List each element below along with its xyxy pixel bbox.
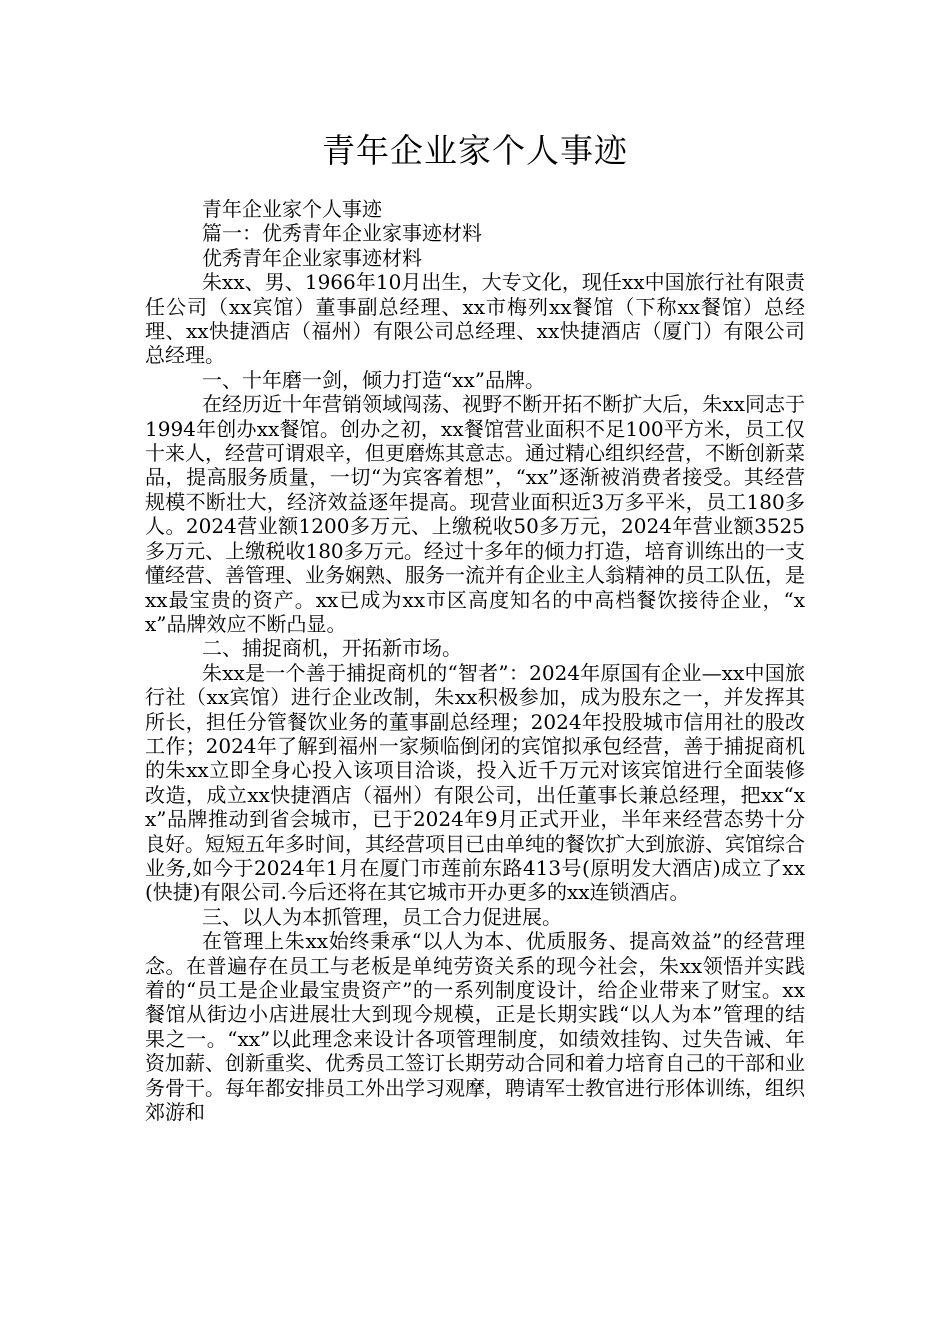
section-heading-2: 二、捕捉商机，开拓新市场。 — [202, 636, 462, 661]
document-body — [145, 197, 805, 1124]
section-heading-3: 三、以人为本抓管理，员工合力促进展。 — [202, 904, 562, 929]
paragraph-section-2: 朱xx是一个善于捕捉商机的“智者”：2024年原国有企业—xx中国旅行社（xx宾馆）进行企业改制，朱xx积极参加，成为股东之一，并发挥其所长，担任分管餐饮业务的董事副总经理；2024年投股城市信用社的股改工作；2024年了解到福州一家频临倒闭的宾馆拟承包经营，善于捕捉商机的朱xx立即全身心投入该项目洽谈，投入近千万元对该宾馆进行全面装修改造，成立xx快捷酒店（福州）有限公司，出任董事长兼总经理，把xx“xx”品牌推动到省会城市，已于2024年9月正式开业，半年来经营态势十分良好。短短五年多时间，其经营项目已由单纯的餐饮扩大到旅游、宾馆综合业务,如今于2024年1月在厦门市莲前东路413号(原明发大酒店)成立了xx(快捷)有限公司.今后还将在其它城市开办更多的xx连锁酒店。 — [145, 660, 805, 905]
paragraph-section-3: 在管理上朱xx始终秉承“以人为本、优质服务、提高效益”的经营理念。在普遍存在员工与老板是单纯劳资关系的现今社会，朱xx领悟并实践着的“员工是企业最宝贵资产”的一系列制度设计，给企业带来了财宝。xx餐馆从街边小店进展壮大到现今规模，正是长期实践“以人为本”管理的结果之一。“xx”以此理念来设计各项管理制度，如绩效挂钩、过失告诫、年资加薪、创新重奖、优秀员工签订长期劳动合同和着力培育自己的干部和业务骨干。每年都安排员工外出学习观摩，聘请军士教官进行形体训练，组织郊游和 — [145, 929, 805, 1125]
article-title: 优秀青年企业家事迹材料 — [202, 245, 422, 270]
paragraph-section-1: 在经历近十年营销领域闯荡、视野不断开拓不断扩大后，朱xx同志于1994年创办xx餐馆。创办之初，xx餐馆营业面积不足100平方米，员工仅十来人，经营可谓艰辛，但更磨炼其意志。通过精心组织经营，不断创新菜品，提高服务质量，一切“为宾客着想”，“xx”逐渐被消费者接受。其经营规模不断壮大，经济效益逐年提高。现营业面积近3万多平米，员工180多人。2024营业额1200多万元、上缴税收50多万元，2024年营业额3525多万元、上缴税收180多万元。经过十多年的倾力打造，培育训练出的一支懂经营、善管理、业务娴熟、服务一流并有企业主人翁精神的员工队伍，是xx最宝贵的资产。xx已成为xx市区高度知名的中高档餐饮接待企业，“xx”品牌效应不断凸显。 — [145, 392, 805, 636]
article-label: 篇一：优秀青年企业家事迹材料 — [202, 221, 482, 246]
document-title: 青年企业家个人事迹 — [322, 131, 628, 170]
paragraph-profile: 朱xx、男、1966年10月出生，大专文化，现任xx中国旅行社有限责任公司（xx宾馆）董事副总经理、xx市梅列xx餐馆（下称xx餐馆）总经理、xx快捷酒店（福州）有限公司总经理、xx快捷酒店（厦门）有限公司总经理。 — [145, 270, 805, 368]
intro-heading: 青年企业家个人事迹 — [202, 197, 382, 221]
section-heading-1: 一、十年磨一剑，倾力打造“xx”品牌。 — [202, 367, 546, 392]
